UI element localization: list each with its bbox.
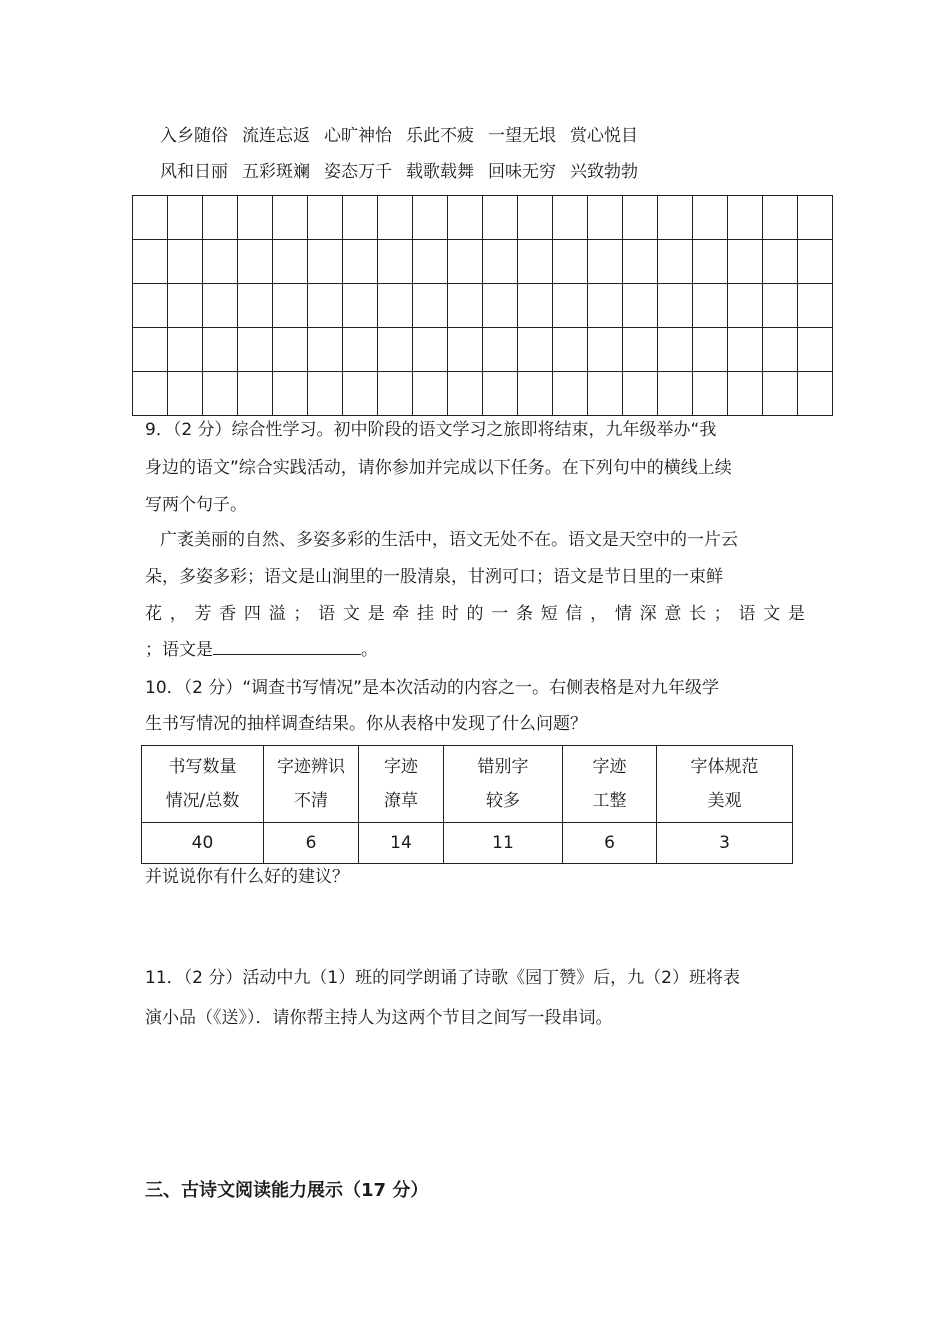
grid-cell[interactable]	[623, 196, 658, 240]
grid-cell[interactable]	[763, 372, 798, 416]
idiom-row-1	[160, 118, 652, 154]
idiom: 载歌载舞	[406, 162, 474, 182]
grid-cell[interactable]	[448, 328, 483, 372]
grid-cell[interactable]	[343, 240, 378, 284]
grid-cell[interactable]	[588, 240, 623, 284]
grid-cell[interactable]	[798, 372, 833, 416]
writing-grid[interactable]	[132, 195, 833, 416]
q9-line-2: 身边的语文”综合实践活动，请你参加并完成以下任务。在下列句中的横线上续	[145, 458, 732, 478]
grid-cell[interactable]	[203, 284, 238, 328]
grid-cell[interactable]	[378, 328, 413, 372]
grid-cell[interactable]	[448, 284, 483, 328]
grid-cell[interactable]	[658, 284, 693, 328]
idiom-row-2	[160, 154, 652, 190]
grid-cell[interactable]	[693, 372, 728, 416]
grid-cell[interactable]	[798, 196, 833, 240]
grid-cell[interactable]	[518, 372, 553, 416]
grid-cell[interactable]	[378, 372, 413, 416]
q9-paragraph-4	[145, 632, 378, 668]
grid-cell[interactable]	[553, 284, 588, 328]
survey-header-cell: 字迹辨识 不清	[264, 746, 359, 823]
q9-line-1: 9．（2 分）综合性学习。初中阶段的语文学习之旅即将结束，九年级举办“我	[145, 420, 717, 440]
grid-cell[interactable]	[483, 240, 518, 284]
idiom: 乐此不疲	[406, 126, 474, 146]
grid-cell[interactable]	[168, 240, 203, 284]
survey-value-cell: 3	[657, 823, 793, 864]
idiom: 五彩斑斓	[242, 162, 310, 182]
survey-header-cell: 字体规范 美观	[657, 746, 793, 823]
grid-cell[interactable]	[518, 328, 553, 372]
grid-cell[interactable]	[483, 372, 518, 416]
grid-cell[interactable]	[693, 196, 728, 240]
q9-line-3: 写两个句子。	[145, 495, 247, 515]
idiom: 姿态万千	[324, 162, 392, 182]
grid-cell[interactable]	[413, 284, 448, 328]
grid-cell[interactable]	[623, 284, 658, 328]
grid-cell[interactable]	[273, 240, 308, 284]
grid-row	[133, 372, 833, 416]
survey-header-cell: 错别字 较多	[444, 746, 563, 823]
q10-after-table: 并说说你有什么好的建议？	[145, 867, 349, 887]
grid-cell[interactable]	[448, 196, 483, 240]
idiom: 心旷神怡	[324, 126, 392, 146]
grid-cell[interactable]	[518, 284, 553, 328]
idiom: 一望无垠	[488, 126, 556, 146]
grid-cell[interactable]	[798, 240, 833, 284]
grid-cell[interactable]	[378, 240, 413, 284]
grid-cell[interactable]	[168, 372, 203, 416]
grid-cell[interactable]	[238, 372, 273, 416]
grid-cell[interactable]	[763, 196, 798, 240]
grid-cell[interactable]	[483, 284, 518, 328]
q9-paragraph-2: 朵，多姿多彩；语文是山涧里的一股清泉，甘洌可口；语文是节日里的一束鲜	[145, 567, 723, 587]
grid-cell[interactable]	[763, 240, 798, 284]
grid-cell[interactable]	[693, 284, 728, 328]
grid-cell[interactable]	[133, 196, 168, 240]
survey-table	[141, 745, 793, 864]
idiom: 赏心悦目	[570, 126, 638, 146]
grid-cell[interactable]	[203, 196, 238, 240]
idiom-list	[160, 118, 652, 190]
grid-row	[133, 284, 833, 328]
grid-cell[interactable]	[413, 372, 448, 416]
grid-cell[interactable]	[588, 372, 623, 416]
q9-p4-start: ；语文是	[145, 640, 213, 660]
answer-blank[interactable]	[213, 636, 361, 655]
grid-cell[interactable]	[133, 240, 168, 284]
q10-line-2: 生书写情况的抽样调查结果。你从表格中发现了什么问题？	[145, 714, 587, 734]
survey-value-cell: 6	[563, 823, 657, 864]
q11-line-2: 演小品（《送》）．请你帮主持人为这两个节目之间写一段串词。	[145, 1008, 613, 1028]
grid-cell[interactable]	[763, 328, 798, 372]
survey-value-cell: 14	[359, 823, 444, 864]
survey-value-cell: 40	[142, 823, 264, 864]
grid-cell[interactable]	[378, 284, 413, 328]
grid-cell[interactable]	[308, 284, 343, 328]
survey-value-cell: 11	[444, 823, 563, 864]
grid-cell[interactable]	[203, 328, 238, 372]
grid-cell[interactable]	[273, 372, 308, 416]
grid-cell[interactable]	[658, 196, 693, 240]
grid-cell[interactable]	[728, 328, 763, 372]
grid-cell[interactable]	[693, 328, 728, 372]
idiom: 风和日丽	[160, 162, 228, 182]
grid-cell[interactable]	[623, 240, 658, 284]
grid-cell[interactable]	[553, 240, 588, 284]
grid-cell[interactable]	[553, 372, 588, 416]
grid-cell[interactable]	[658, 240, 693, 284]
idiom: 入乡随俗	[160, 126, 228, 146]
grid-cell[interactable]	[343, 284, 378, 328]
q9-paragraph-1: 广袤美丽的自然、多姿多彩的生活中，语文无处不在。语文是天空中的一片云	[160, 530, 738, 550]
grid-cell[interactable]	[203, 372, 238, 416]
q9-p4-end: 。	[361, 640, 378, 660]
q9-paragraph-3: 花，芳香四溢；语文是牵挂时的一条短信，情深意长；语文是	[145, 604, 805, 624]
grid-cell[interactable]	[518, 196, 553, 240]
survey-value-cell: 6	[264, 823, 359, 864]
grid-cell[interactable]	[588, 328, 623, 372]
grid-cell[interactable]	[308, 372, 343, 416]
grid-cell[interactable]	[623, 328, 658, 372]
survey-header-cell: 字迹 潦草	[359, 746, 444, 823]
grid-cell[interactable]	[448, 240, 483, 284]
grid-cell[interactable]	[658, 372, 693, 416]
grid-cell[interactable]	[308, 196, 343, 240]
grid-cell[interactable]	[133, 372, 168, 416]
grid-cell[interactable]	[553, 196, 588, 240]
section-heading: 三、古诗文阅读能力展示（17 分）	[145, 1180, 429, 1201]
grid-cell[interactable]	[308, 240, 343, 284]
idiom: 回味无穷	[488, 162, 556, 182]
grid-cell[interactable]	[133, 328, 168, 372]
idiom: 流连忘返	[242, 126, 310, 146]
grid-row	[133, 328, 833, 372]
grid-cell[interactable]	[763, 284, 798, 328]
grid-cell[interactable]	[308, 328, 343, 372]
grid-row	[133, 196, 833, 240]
grid-cell[interactable]	[238, 328, 273, 372]
grid-cell[interactable]	[238, 240, 273, 284]
grid-cell[interactable]	[483, 328, 518, 372]
grid-cell[interactable]	[238, 196, 273, 240]
grid-cell[interactable]	[448, 372, 483, 416]
grid-cell[interactable]	[273, 328, 308, 372]
grid-cell[interactable]	[168, 196, 203, 240]
grid-cell[interactable]	[728, 196, 763, 240]
idiom: 兴致勃勃	[570, 162, 638, 182]
grid-cell[interactable]	[273, 196, 308, 240]
grid-cell[interactable]	[168, 284, 203, 328]
q10-line-1: 10．（2 分）“调查书写情况”是本次活动的内容之一。右侧表格是对九年级学	[145, 678, 719, 698]
grid-cell[interactable]	[273, 284, 308, 328]
grid-cell[interactable]	[238, 284, 273, 328]
grid-cell[interactable]	[658, 328, 693, 372]
grid-cell[interactable]	[553, 328, 588, 372]
grid-cell[interactable]	[588, 284, 623, 328]
grid-cell[interactable]	[483, 196, 518, 240]
q11-line-1: 11．（2 分）活动中九（1）班的同学朗诵了诗歌《园丁赞》后，九（2）班将表	[145, 968, 740, 988]
grid-cell[interactable]	[413, 240, 448, 284]
survey-header-row	[142, 746, 793, 823]
grid-cell[interactable]	[168, 328, 203, 372]
grid-cell[interactable]	[343, 328, 378, 372]
grid-cell[interactable]	[378, 196, 413, 240]
grid-cell[interactable]	[728, 372, 763, 416]
grid-cell[interactable]	[203, 240, 238, 284]
grid-cell[interactable]	[343, 372, 378, 416]
survey-value-row	[142, 823, 793, 864]
grid-cell[interactable]	[623, 372, 658, 416]
grid-cell[interactable]	[588, 196, 623, 240]
grid-cell[interactable]	[693, 240, 728, 284]
grid-cell[interactable]	[133, 284, 168, 328]
grid-cell[interactable]	[413, 196, 448, 240]
grid-cell[interactable]	[518, 240, 553, 284]
grid-cell[interactable]	[728, 240, 763, 284]
survey-header-cell: 字迹 工整	[563, 746, 657, 823]
grid-cell[interactable]	[798, 328, 833, 372]
survey-header-cell: 书写数量 情况/总数	[142, 746, 264, 823]
grid-row	[133, 240, 833, 284]
grid-cell[interactable]	[343, 196, 378, 240]
grid-cell[interactable]	[798, 284, 833, 328]
grid-cell[interactable]	[413, 328, 448, 372]
grid-cell[interactable]	[728, 284, 763, 328]
